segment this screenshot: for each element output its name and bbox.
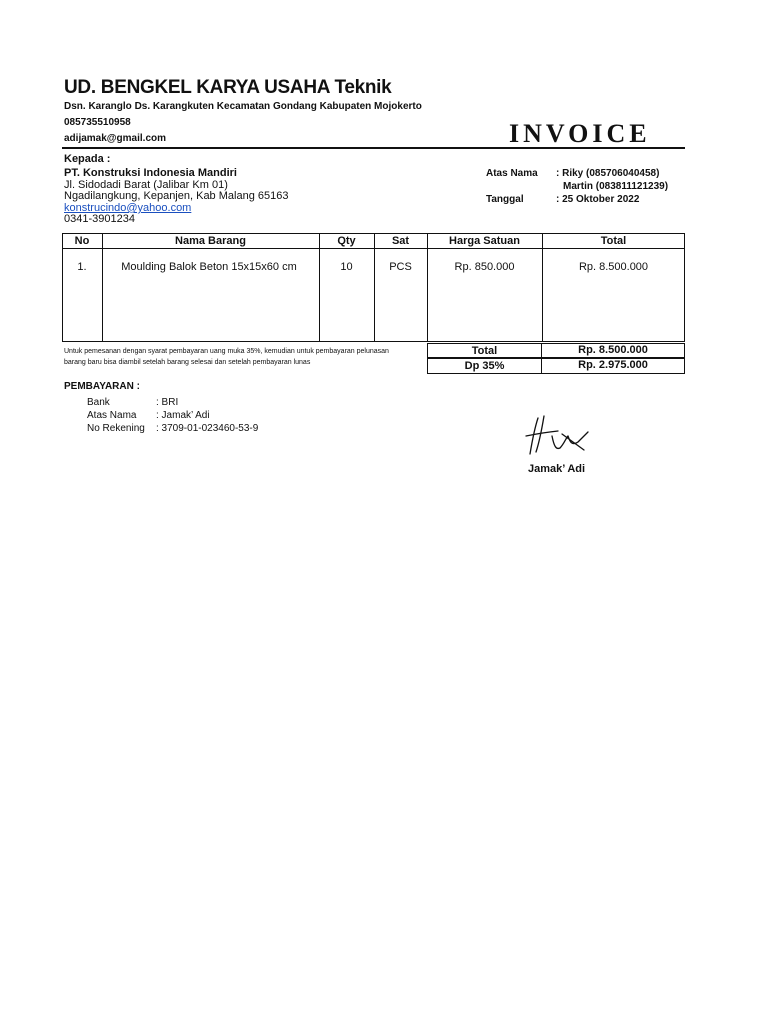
column-header-harga-satuan: Harga Satuan — [449, 235, 520, 247]
dp-label: Dp 35% — [464, 360, 505, 372]
row-harga-satuan: Rp. 850.000 — [454, 261, 515, 273]
row-total: Rp. 8.500.000 — [578, 261, 649, 273]
account-number-label: No Rekening — [87, 423, 145, 434]
total-label: Total — [471, 345, 498, 357]
account-name-value: : Jamak’ Adi — [156, 410, 210, 421]
column-header-nama-barang: Nama Barang — [175, 235, 246, 247]
invoice-title: INVOICE — [509, 119, 651, 148]
company-name: UD. BENGKEL KARYA USAHA Teknik — [64, 77, 392, 98]
table-column-divider — [374, 233, 375, 342]
column-header-sat: Sat — [391, 235, 410, 247]
payment-note-line-2: barang baru bisa diambil setelah barang selesai dan setelah pembayaran lunas — [64, 359, 311, 366]
row-no: 1. — [77, 261, 87, 273]
signer-name: Jamak’ Adi — [528, 463, 586, 475]
header-divider — [62, 147, 685, 149]
table-column-divider — [319, 233, 320, 342]
recipient-name: PT. Konstruksi Indonesia Mandiri — [64, 167, 237, 179]
column-header-total: Total — [600, 235, 627, 247]
row-qty: 10 — [340, 261, 353, 273]
recipient-address-1: Jl. Sidodadi Barat (Jalibar Km 01) — [64, 179, 228, 191]
company-phone: 085735510958 — [64, 117, 131, 128]
column-header-no: No — [74, 235, 90, 247]
signature-icon — [522, 412, 592, 460]
recipient-phone: 0341-3901234 — [64, 213, 135, 225]
dp-value: Rp. 2.975.000 — [578, 359, 648, 371]
tanggal-value: : 25 Oktober 2022 — [556, 194, 640, 205]
payment-note-line-1: Untuk pemesanan dengan syarat pembayaran uang muka 35%, kemudian untuk pembayaran pelunasan — [64, 348, 389, 355]
total-value: Rp. 8.500.000 — [578, 344, 648, 356]
atas-nama-value-2: Martin (083811121239) — [563, 181, 669, 192]
table-column-divider — [542, 233, 543, 342]
atas-nama-value-1: : Riky (085706040458) — [556, 168, 660, 179]
company-address: Dsn. Karanglo Ds. Karangkuten Kecamatan Gondang Kabupaten Mojokerto — [64, 101, 422, 112]
row-nama-barang: Moulding Balok Beton 15x15x60 cm — [121, 261, 297, 273]
recipient-email-link[interactable]: konstrucindo@yahoo.com — [64, 202, 192, 214]
atas-nama-label: Atas Nama — [486, 168, 538, 179]
table-column-divider — [427, 233, 428, 342]
company-email: adijamak@gmail.com — [64, 133, 167, 144]
table-column-divider — [102, 233, 103, 342]
tanggal-label: Tanggal — [486, 194, 524, 205]
recipient-address-2: Ngadilangkung, Kepanjen, Kab Malang 65163 — [64, 190, 289, 202]
bank-value: : BRI — [156, 397, 179, 408]
payment-title: PEMBAYARAN : — [64, 381, 140, 392]
bank-label: Bank — [87, 397, 110, 408]
row-sat: PCS — [389, 261, 412, 273]
recipient-label: Kepada : — [64, 153, 111, 165]
column-header-qty: Qty — [337, 235, 356, 247]
account-number-value: : 3709-01-023460-53-9 — [156, 423, 259, 434]
account-name-label: Atas Nama — [87, 410, 137, 421]
